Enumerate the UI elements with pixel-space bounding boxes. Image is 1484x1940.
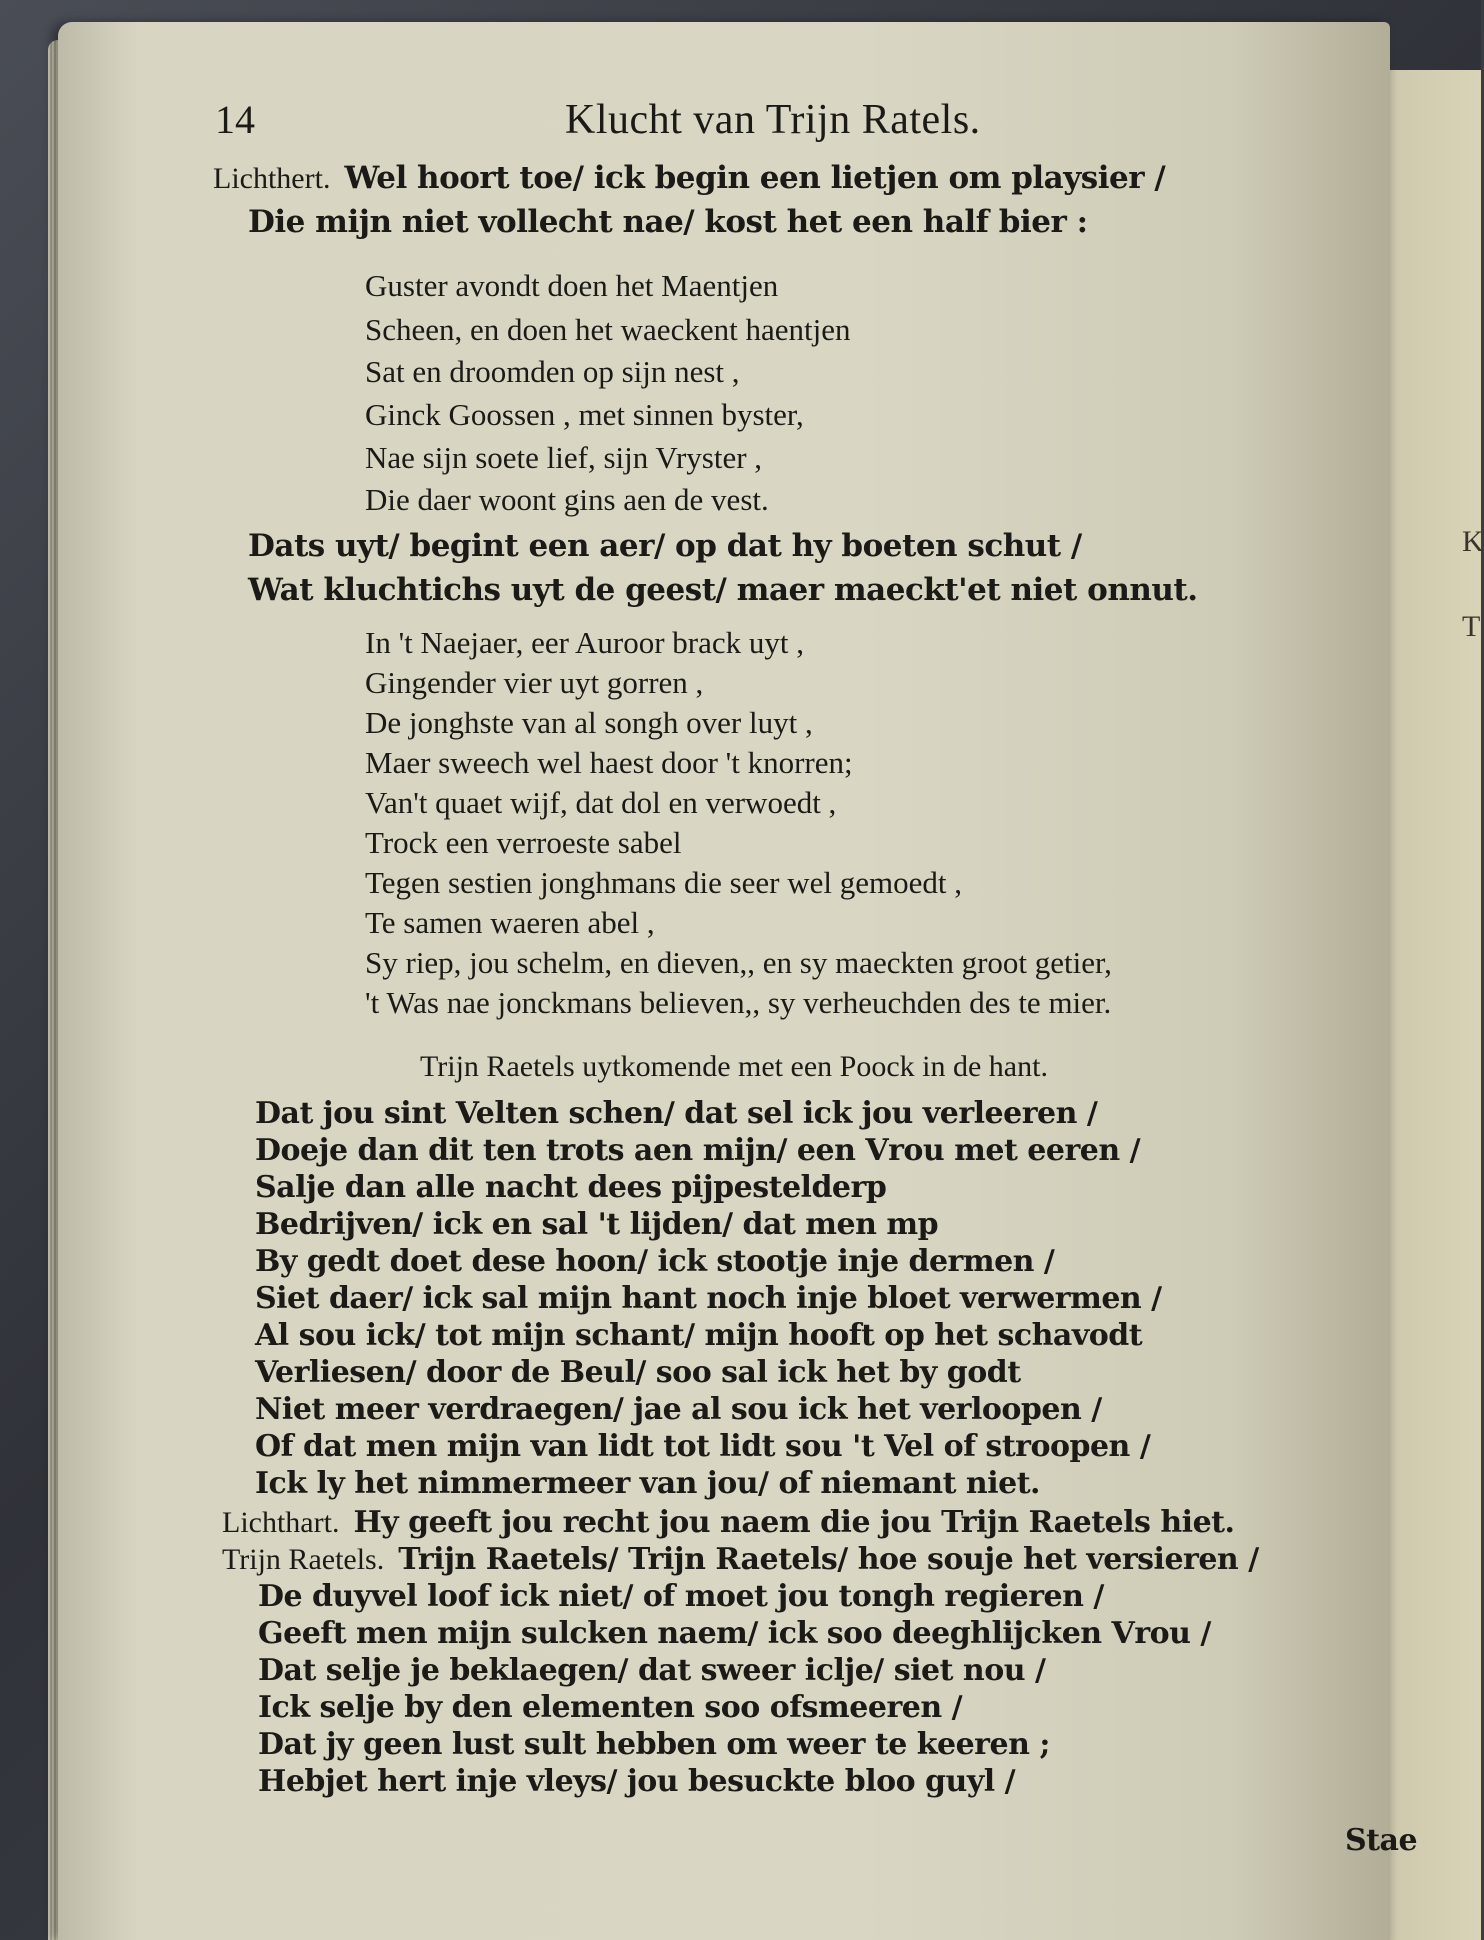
song-line: Guster avondt doen het Maentjen bbox=[365, 268, 779, 303]
verse-line: Wat kluchtichs uyt de geest/ maer maeckt'et niet onnut. bbox=[248, 572, 1198, 608]
song-line: Tegen sestien jonghmans die seer wel gemoedt , bbox=[365, 865, 962, 900]
song-line: Die daer woont gins aen de vest. bbox=[365, 482, 769, 517]
running-title: Klucht van Trijn Ratels. bbox=[565, 97, 981, 143]
page-number: 14 bbox=[215, 97, 255, 142]
speech-line: Salje dan alle nacht dees pijpestelderp bbox=[255, 1170, 887, 1205]
speech-line: Ick ly het nimmermeer van jou/ of niemant niet. bbox=[255, 1466, 1041, 1501]
song-line: Maer sweech wel haest door 't knorren; bbox=[365, 745, 853, 780]
speech-line: Siet daer/ ick sal mijn hant noch inje bloet verwermen / bbox=[255, 1281, 1162, 1316]
speech-line: Of dat men mijn van lidt tot lidt sou 't Vel of stroopen / bbox=[255, 1429, 1151, 1464]
speaker-label: Lichthert. bbox=[213, 162, 331, 195]
song-line: De jonghste van al songh over luyt , bbox=[365, 705, 813, 740]
song-line: Te samen waeren abel , bbox=[365, 905, 655, 940]
speech-line: Verliesen/ door de Beul/ soo sal ick het by godt bbox=[255, 1355, 1021, 1390]
song-line: Sat en droomden op sijn nest , bbox=[365, 354, 740, 389]
song-line: Ginck Goossen , met sinnen byster, bbox=[365, 397, 804, 432]
speaker-label: Lichthart. bbox=[222, 1506, 340, 1539]
stage-direction: Trijn Raetels uytkomende met een Poock in de hant. bbox=[420, 1050, 1048, 1083]
verse-line: Dats uyt/ begint een aer/ op dat hy boeten schut / bbox=[248, 528, 1082, 564]
speech-line: Niet meer verdraegen/ jae al sou ick het verloopen / bbox=[255, 1392, 1102, 1427]
song-line: Van't quaet wijf, dat dol en verwoedt , bbox=[365, 785, 837, 820]
verse-line: Die mijn niet vollecht nae/ kost het een half bier : bbox=[248, 204, 1088, 240]
speech-line: De duyvel loof ick niet/ of moet jou tongh regieren / bbox=[258, 1579, 1104, 1614]
speech-text: Hy geeft jou recht jou naem die jou Trijn Raetels hiet. bbox=[353, 1505, 1235, 1540]
song-line: Scheen, en doen het waeckent haentjen bbox=[365, 312, 851, 347]
speech-line: Geeft men mijn sulcken naem/ ick soo deeghlijcken Vrou / bbox=[258, 1616, 1211, 1651]
speech-line bbox=[222, 1542, 1259, 1577]
speech-line: Ick selje by den elementen soo ofsmeeren / bbox=[258, 1690, 963, 1725]
song-line: Sy riep, jou schelm, en dieven,, en sy maeckten groot getier, bbox=[365, 945, 1112, 980]
song-line: Trock een verroeste sabel bbox=[365, 825, 682, 860]
speech-line: Doeje dan dit ten trots aen mijn/ een Vrou met eeren / bbox=[255, 1133, 1141, 1168]
speech-line: Hebjet hert inje vleys/ jou besuckte bloo guyl / bbox=[258, 1764, 1016, 1799]
speaker-label: Trijn Raetels. bbox=[222, 1543, 385, 1576]
facing-page-letter: T bbox=[1462, 610, 1481, 643]
song-line: Gingender vier uyt gorren , bbox=[365, 665, 704, 700]
song-line: Nae sijn soete lief, sijn Vryster , bbox=[365, 440, 763, 475]
speech-line: Dat jy geen lust sult hebben om weer te keeren ; bbox=[258, 1727, 1050, 1762]
speech-text: Trijn Raetels/ Trijn Raetels/ hoe souje het versieren / bbox=[398, 1542, 1259, 1577]
song-line: 't Was nae jonckmans believen,, sy verheuchden des te mier. bbox=[365, 985, 1112, 1020]
catchword: Stae bbox=[1345, 1823, 1418, 1858]
facing-page-letter: K bbox=[1462, 525, 1484, 558]
speech-line: Dat selje je beklaegen/ dat sweer iclje/ siet nou / bbox=[258, 1653, 1046, 1688]
speech-line: Al sou ick/ tot mijn schant/ mijn hooft op het schavodt bbox=[255, 1318, 1143, 1353]
speech-line: Dat jou sint Velten schen/ dat sel ick jou verleeren / bbox=[255, 1096, 1098, 1131]
speech-line bbox=[222, 1505, 1234, 1540]
song-line: In 't Naejaer, eer Auroor brack uyt , bbox=[365, 625, 805, 660]
speech-line: Bedrijven/ ick en sal 't lijden/ dat men mp bbox=[255, 1207, 939, 1242]
verse-text: Wel hoort toe/ ick begin een lietjen om playsier / bbox=[344, 160, 1166, 196]
verse-line bbox=[213, 160, 1165, 196]
speech-line: By gedt doet dese hoon/ ick stootje inje dermen / bbox=[255, 1244, 1055, 1279]
